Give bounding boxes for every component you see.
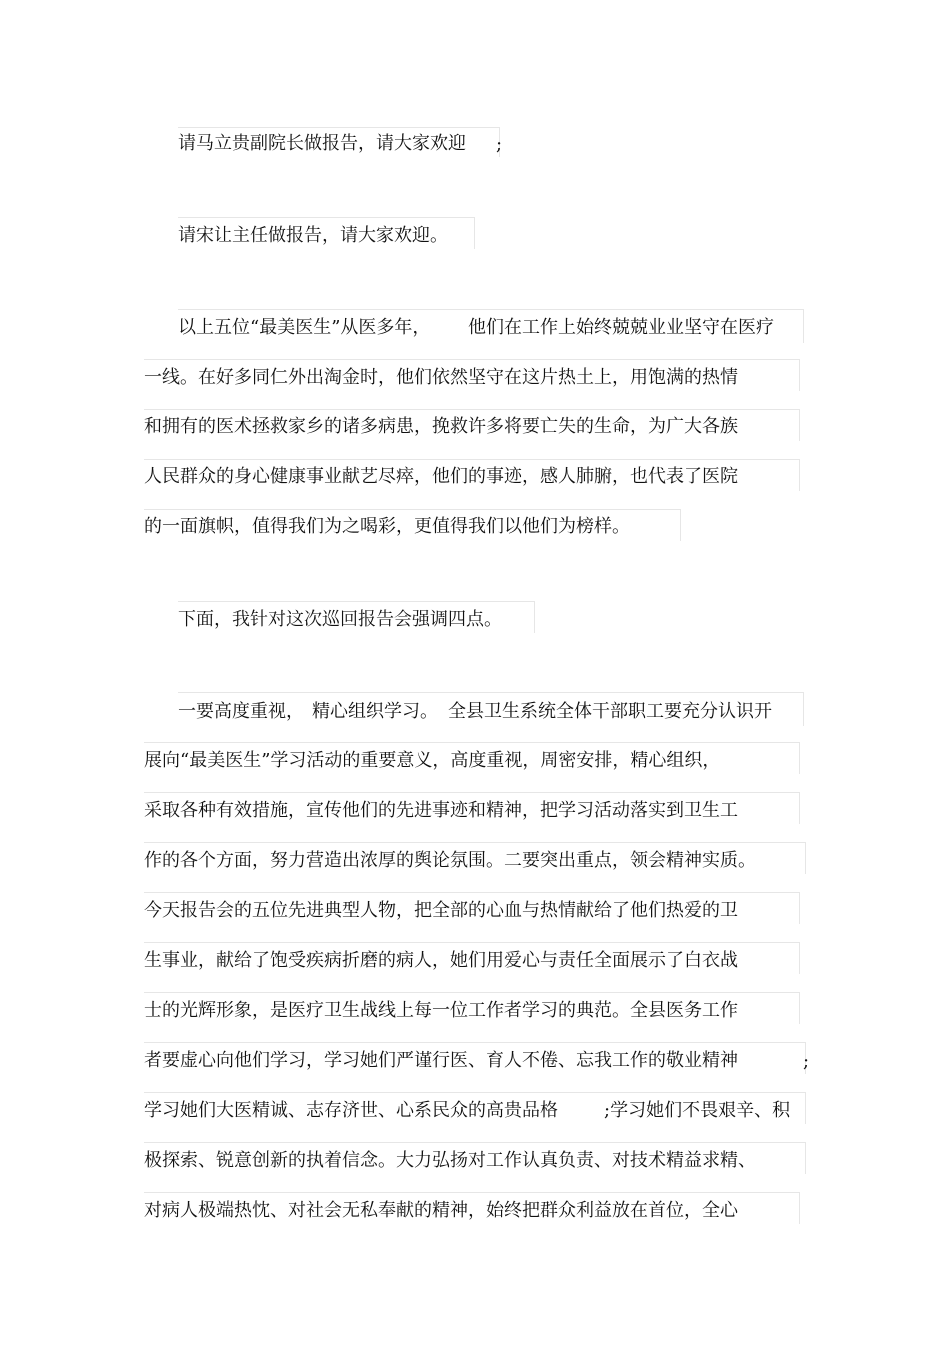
paragraph-line: ;学习她们不畏艰辛、积 bbox=[604, 1100, 791, 1121]
semicolon-mark: ; bbox=[803, 1051, 810, 1072]
paragraph-line: 请马立贵副院长做报告，请大家欢迎 bbox=[178, 133, 466, 154]
paragraph-line: 他们在工作上始终兢兢业业坚守在医疗 bbox=[468, 317, 774, 338]
paragraph-line: 极探索、锐意创新的执着信念。大力弘扬对工作认真负责、对技术精益求精、 bbox=[144, 1150, 756, 1171]
paragraph-line: 展向“最美医生”学习活动的重要意义，高度重视，周密安排，精心组织， bbox=[144, 750, 721, 771]
paragraph-line: 生事业，献给了饱受疾病折磨的病人，她们用爱心与责任全面展示了白衣战 bbox=[144, 950, 738, 971]
paragraph-line: 士的光辉形象，是医疗卫生战线上每一位工作者学习的典范。全县医务工作 bbox=[144, 1000, 738, 1021]
paragraph-line: 一要高度重视， bbox=[178, 701, 304, 722]
paragraph-line: 全县卫生系统全体干部职工要充分认识开 bbox=[448, 701, 772, 722]
paragraph-line: 的一面旗帜，值得我们为之喝彩，更值得我们以他们为榜样。 bbox=[144, 516, 630, 537]
paragraph-line: 一线。在好多同仁外出淘金时，他们依然坚守在这片热土上，用饱满的热情 bbox=[144, 367, 738, 388]
paragraph-line: 下面，我针对这次巡回报告会强调四点。 bbox=[178, 609, 502, 630]
paragraph-line: 和拥有的医术拯救家乡的诸多病患，挽救许多将要亡失的生命，为广大各族 bbox=[144, 416, 738, 437]
paragraph-line: 作的各个方面，努力营造出浓厚的舆论氛围。二要突出重点，领会精神实质。 bbox=[144, 850, 756, 871]
paragraph-line: 采取各种有效措施，宣传他们的先进事迹和精神，把学习活动落实到卫生工 bbox=[144, 800, 738, 821]
paragraph-line: 请宋让主任做报告，请大家欢迎。 bbox=[178, 225, 448, 246]
paragraph-line: 以上五位“最美医生”从医多年， bbox=[178, 317, 431, 338]
semicolon-mark: ; bbox=[496, 134, 503, 155]
paragraph-line: 人民群众的身心健康事业献艺尽瘁，他们的事迹，感人肺腑，也代表了医院 bbox=[144, 466, 738, 487]
paragraph-line: 学习她们大医精诚、志存济世、心系民众的高贵品格 bbox=[144, 1100, 558, 1121]
paragraph-line: 精心组织学习。 bbox=[312, 701, 438, 722]
paragraph-line: 今天报告会的五位先进典型人物，把全部的心血与热情献给了他们热爱的卫 bbox=[144, 900, 738, 921]
paragraph-line: 对病人极端热忱、对社会无私奉献的精神，始终把群众利益放在首位，全心 bbox=[144, 1200, 738, 1221]
paragraph-line: 者要虚心向他们学习，学习她们严谨行医、育人不倦、忘我工作的敬业精神 bbox=[144, 1050, 738, 1071]
